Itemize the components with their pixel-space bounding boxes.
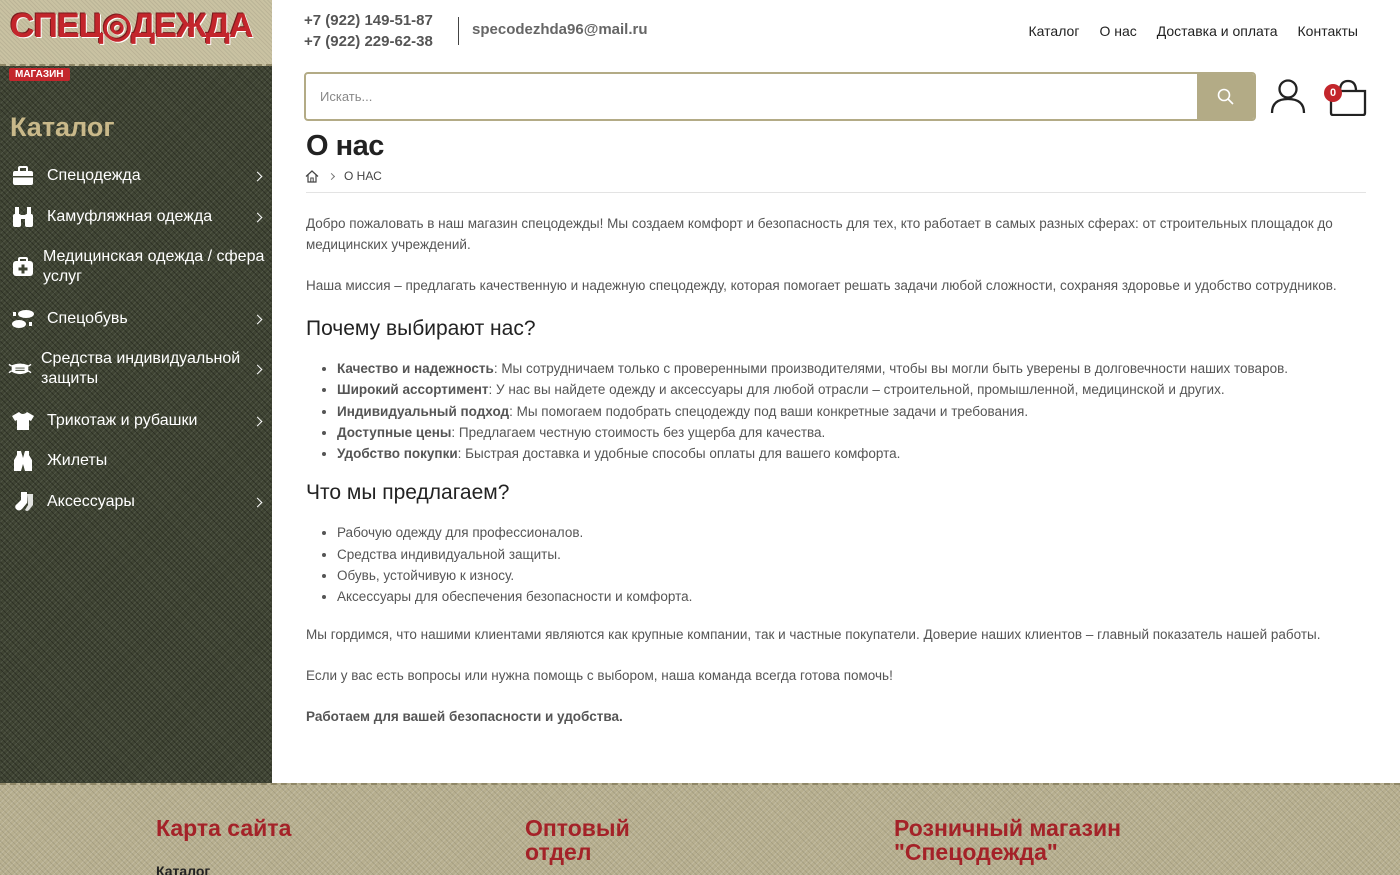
intro-paragraph: Добро пожаловать в наш магазин спецодежды! Мы создаем комфорт и безопасность для тех, кто работает в самых разных сферах: от строительных площадок до медицинских учреждений. xyxy=(306,216,1333,252)
email-link[interactable]: specodezhda96@mail.ru xyxy=(472,21,648,38)
sidebar-item-medical[interactable] xyxy=(0,246,272,288)
list-item: • Средства индивидуальной защиты. xyxy=(337,544,1366,565)
breadcrumb xyxy=(305,169,382,183)
offer-list xyxy=(337,522,1366,607)
sidebar-item-specodezhda[interactable] xyxy=(0,164,272,188)
catalog-title: Каталог xyxy=(10,112,115,142)
why-list xyxy=(337,358,1366,464)
sidebar-item-label: Камуфляжная одежда xyxy=(47,208,213,225)
search-button[interactable] xyxy=(1197,74,1254,119)
sidebar-item-label: Средства индивидуальной защиты xyxy=(41,350,241,387)
list-item: • Обувь, устойчивую к износу. xyxy=(337,565,1366,586)
search-input[interactable] xyxy=(306,74,1198,119)
footer-sitemap-title: Карта сайта xyxy=(156,815,292,841)
logo-text: СПЕЦ◎ДЕЖДА xyxy=(10,7,253,45)
sidebar-item-label: Трикотаж и рубашки xyxy=(47,412,198,429)
about-content xyxy=(306,213,1366,747)
top-nav xyxy=(1029,23,1358,39)
sidebar-catalog xyxy=(0,0,272,783)
list-item: • Удобство покупки: Быстрая доставка и удобные способы оплаты для вашего комфорта. xyxy=(337,443,1366,464)
page-title: О нас xyxy=(306,130,384,162)
home-icon[interactable] xyxy=(305,170,319,183)
footer-link-catalog[interactable]: Каталог xyxy=(156,863,211,875)
mission-paragraph: Наша миссия – предлагать качественную и надежную спецодежду, которая помогает решать задачи любой сложности, сохраняя здоровье и удобство сотрудников. xyxy=(306,278,1337,293)
sidebar-item-label: Медицинская одежда / сфера услуг xyxy=(43,248,265,285)
nav-delivery[interactable]: Доставка и оплата xyxy=(1156,23,1278,39)
search-bar xyxy=(304,72,1256,121)
sidebar-item-label: Аксессуары xyxy=(47,493,135,510)
nav-contacts[interactable]: Контакты xyxy=(1297,23,1358,39)
footer xyxy=(0,783,1400,875)
logo-badge: МАГАЗИН xyxy=(9,68,70,81)
help-paragraph: Если у вас есть вопросы или нужна помощь с выбором, наша команда всегда готова помочь! xyxy=(306,667,893,683)
logo[interactable] xyxy=(0,0,272,66)
header-divider xyxy=(458,17,459,45)
sidebar-item-label: Спецобувь xyxy=(47,310,128,327)
why-heading: Почему выбирают нас? xyxy=(306,317,536,340)
footer-retail-title: Розничный магазин "Спецодежда" xyxy=(894,815,1122,865)
phone-link-2[interactable]: +7 (922) 229-62-38 xyxy=(304,33,433,50)
offer-heading: Что мы предлагаем? xyxy=(306,481,510,505)
sidebar-item-knitwear[interactable] xyxy=(0,409,272,433)
mask-icon xyxy=(8,357,32,381)
socks-icon xyxy=(11,490,35,514)
tshirt-icon xyxy=(11,409,35,433)
breadcrumb-current: О НАС xyxy=(344,169,382,183)
list-item: • Качество и надежность: Мы сотрудничаем только с проверенными производителями, чтобы вы могли быть уверены в долговечности наших товаров. xyxy=(337,358,1366,379)
closing-paragraph xyxy=(306,706,1366,727)
phone-numbers xyxy=(304,10,433,52)
sidebar-item-label: Спецодежда xyxy=(47,167,141,184)
breadcrumb-separator-icon xyxy=(328,172,335,179)
list-item: • Рабочую одежду для профессионалов. xyxy=(337,522,1366,543)
list-item: • Аксессуары для обеспечения безопасности и комфорта. xyxy=(337,586,1366,607)
binoculars-icon xyxy=(11,205,35,229)
nav-catalog[interactable]: Каталог xyxy=(1028,23,1080,39)
list-item: • Доступные цены: Предлагаем честную стоимость без ущерба для качества. xyxy=(337,422,1366,443)
sidebar-item-camouflage[interactable] xyxy=(0,205,272,229)
medkit-icon xyxy=(11,255,35,279)
sidebar-item-vests[interactable] xyxy=(0,449,272,473)
title-divider xyxy=(306,192,1366,193)
list-item: • Широкий ассортимент: У нас вы найдете одежду и аксессуары для любой отрасли – строительной, промышленной, медицинской и других. xyxy=(337,379,1366,400)
sidebar-item-footwear[interactable] xyxy=(0,307,272,331)
sidebar-item-ppe[interactable] xyxy=(0,348,272,390)
footer-wholesale-title: Оптовый отдел xyxy=(525,815,630,865)
cart-count-badge: 0 xyxy=(1324,84,1342,102)
list-item: • Индивидуальный подход: Мы помогаем подобрать спецодежду под ваши конкретные задачи и требования. xyxy=(337,401,1366,422)
nav-about[interactable]: О нас xyxy=(1099,23,1137,39)
briefcase-icon xyxy=(11,164,35,188)
proud-paragraph: Мы гордимся, что нашими клиентами являются как крупные компании, так и частные покупатели. Доверие наших клиентов – главный показатель нашей работы. xyxy=(306,626,1321,642)
sidebar-item-accessories[interactable] xyxy=(0,490,272,514)
closing-text: Работаем для вашей безопасности и удобства. xyxy=(306,708,623,724)
vest-icon xyxy=(11,449,35,473)
user-icon[interactable] xyxy=(1270,78,1306,114)
search-icon xyxy=(1217,88,1234,105)
phone-link-1[interactable]: +7 (922) 149-51-87 xyxy=(304,12,433,29)
shoe-prints-icon xyxy=(11,307,35,331)
sidebar-item-label: Жилеты xyxy=(47,452,108,469)
